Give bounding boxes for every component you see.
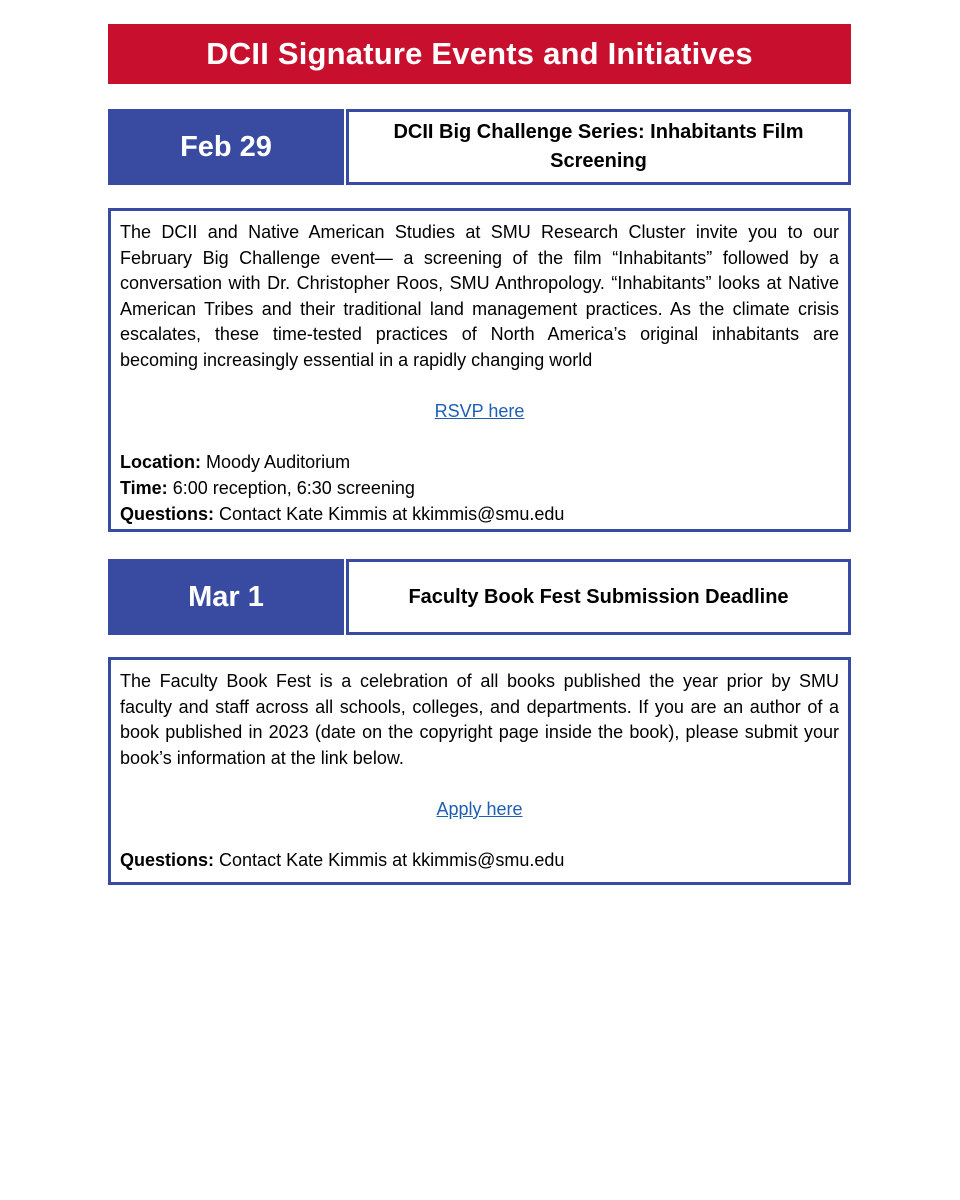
event-date-1: Feb 29: [108, 109, 344, 185]
apply-link-row: [120, 797, 839, 823]
event-description-1: The DCII and Native American Studies at SMU Research Cluster invite you to our February Big Challenge event— a screening of the film “Inhabitants” followed by a conversation with Dr. Christopher Roos, SMU Anthropology. “Inhabitants” looks at Native American Tribes and their traditional land management practices. As the climate crisis escalates, these time-tested practices of North America’s original inhabitants are becoming increasingly essential in a rapidly changing world: [120, 222, 839, 370]
event-details-1: [108, 208, 851, 532]
rsvp-link-row: [120, 399, 839, 425]
event-questions-2: [120, 848, 839, 874]
location-label: Location:: [120, 452, 201, 473]
time-value: 6:00 reception, 6:30 screening: [172, 477, 415, 498]
time-label: Time:: [120, 477, 168, 498]
event-date-2: Mar 1: [108, 559, 344, 635]
rsvp-link[interactable]: RSVP here: [434, 401, 525, 422]
location-value: Moody Auditorium: [206, 452, 351, 473]
event-details-2: [108, 657, 851, 885]
event-title-2: Faculty Book Fest Submission Deadline: [346, 559, 851, 635]
questions-value-1: Contact Kate Kimmis at kkimmis@smu.edu: [219, 503, 565, 524]
event-description-2: The Faculty Book Fest is a celebration of all books published the year prior by SMU faculty and staff across all schools, colleges, and departments. If you are an author of a book published in 2023 (date on the copyright page inside the book), please submit your book’s information at the link below.: [120, 671, 839, 768]
questions-label-1: Questions:: [120, 503, 215, 524]
apply-link[interactable]: Apply here: [436, 798, 523, 819]
questions-value-2: Contact Kate Kimmis at kkimmis@smu.edu: [219, 850, 565, 871]
page-banner: [108, 24, 851, 84]
event-title-1: DCII Big Challenge Series: Inhabitants Film Screening: [346, 109, 851, 185]
event-location-1: [120, 450, 839, 476]
event-time-1: [120, 476, 839, 502]
event-header-1: [108, 109, 851, 185]
banner-title: DCII Signature Events and Initiatives: [206, 36, 753, 71]
event-questions-1: [120, 502, 839, 528]
questions-label-2: Questions:: [120, 850, 215, 871]
event-header-2: [108, 559, 851, 635]
